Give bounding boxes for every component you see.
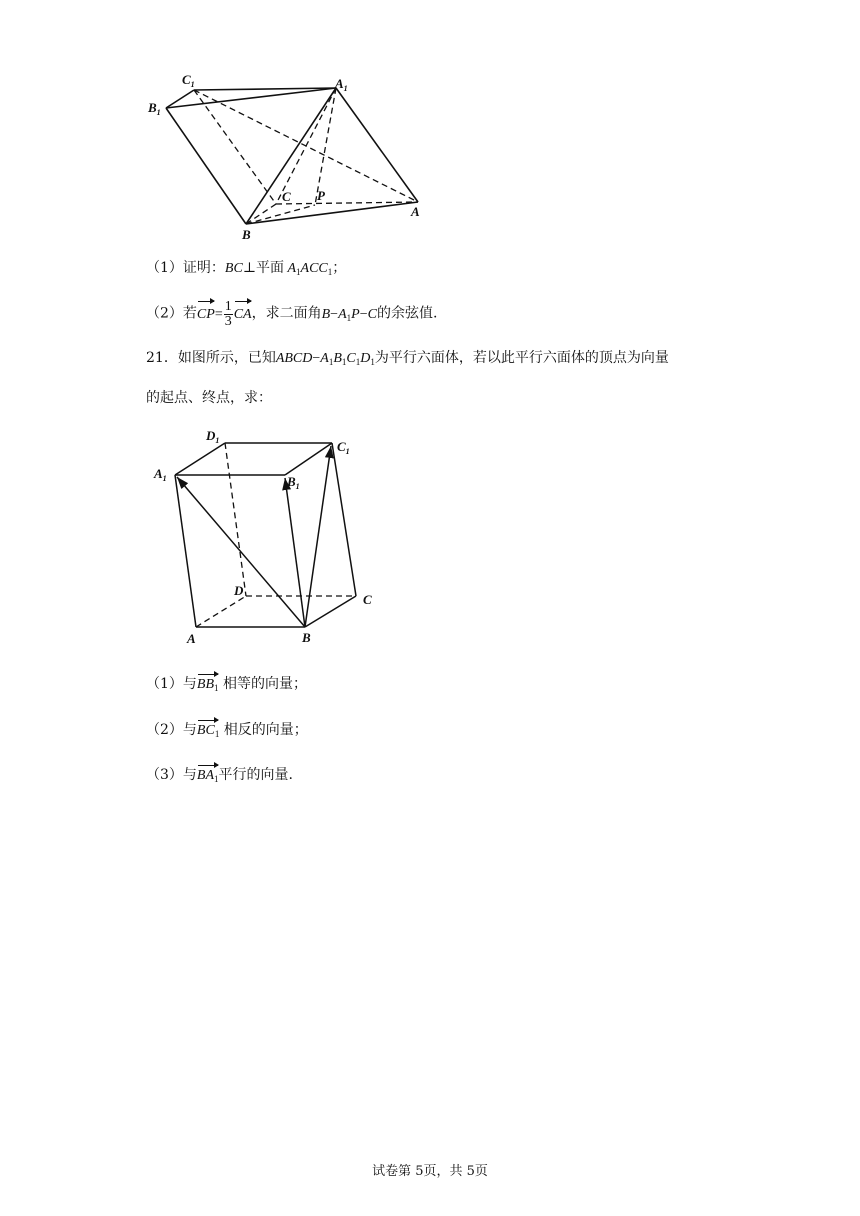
q20-part1 — [146, 258, 346, 282]
sub-1: 1 — [327, 267, 333, 277]
pt-b: B — [333, 351, 342, 366]
frac-den: 3 — [224, 314, 232, 329]
edge-b-c — [305, 596, 356, 627]
q21-part1 — [146, 674, 307, 698]
q20-part1-math — [225, 261, 332, 276]
label-a1: $A_1$ — [154, 466, 167, 483]
vector-bc1: $BC_1$ — [197, 721, 219, 744]
figure-prism — [140, 68, 440, 248]
pts-acc: ACC — [300, 261, 328, 276]
plane-word: 平面 — [255, 261, 284, 276]
seg-bc: BC — [224, 261, 243, 276]
sub-1: 1 — [328, 357, 334, 367]
q20-part2-prefix: （2）若 — [146, 305, 197, 322]
label-b: B — [302, 630, 311, 645]
q20-part2 — [146, 300, 437, 331]
pt-a: A — [320, 351, 329, 366]
q20-part2-end: 的余弦值. — [376, 305, 438, 322]
q21-line1 — [146, 348, 669, 372]
pt-a: A — [287, 261, 297, 276]
label-b: B — [242, 227, 251, 242]
label-c: C — [363, 592, 372, 607]
q20-part1-prefix: （1）证明： — [146, 260, 225, 276]
vector-bc1 — [305, 446, 331, 627]
edge-b1-b — [166, 108, 246, 224]
label-a: A — [411, 204, 420, 219]
edge-c1-c — [332, 443, 356, 596]
q21-suffix: 为平行六面体，若以此平行六面体的顶点为向量 — [374, 350, 669, 366]
label-b1: $B_1$ — [148, 100, 161, 117]
label-a: A — [187, 631, 196, 646]
pt-b: B — [321, 306, 331, 322]
q21-part1-prefix: （1）与 — [146, 676, 197, 692]
sub-1: 1 — [355, 357, 361, 367]
pt-a: A — [338, 306, 347, 322]
label-d: D — [234, 583, 244, 598]
vector-ba1: $BA_1$ — [197, 766, 219, 789]
minus: − — [330, 306, 339, 322]
vector-bb1 — [285, 478, 305, 627]
vector-bb1: $BB_1$ — [197, 675, 219, 698]
edge-c-a — [276, 202, 418, 204]
q21-line2: 的起点、终点，求： — [146, 390, 272, 406]
q20-part1-end: ； — [332, 260, 347, 276]
sub-1: 1 — [341, 357, 347, 367]
edge-a-d — [196, 596, 246, 627]
pt-d: D — [360, 351, 371, 366]
edge-a1-a — [336, 88, 418, 202]
q21-part2-prefix: （2）与 — [146, 722, 197, 738]
edge-b1-c1 — [285, 443, 332, 475]
label-d1: $D_1$ — [206, 428, 220, 445]
abcd: ABCD — [275, 351, 313, 366]
edge-c1-c — [194, 90, 276, 204]
q20-part2-mid: ，求二面角 — [251, 305, 322, 322]
sub-1: 1 — [346, 312, 352, 323]
q21-part2-suffix: 相反的向量； — [223, 722, 308, 738]
q21-part1-suffix: 相等的向量； — [222, 676, 307, 692]
perp-symbol: ⊥ — [242, 261, 256, 276]
vector-ca: CA — [234, 302, 252, 328]
vector-ba1 — [177, 477, 305, 627]
sub-1: 1 — [370, 357, 375, 367]
label-p: P — [317, 188, 325, 203]
edge-b-a — [246, 202, 418, 224]
vector-cp: CP — [197, 302, 215, 328]
q21-part3-suffix: 平行的向量. — [218, 767, 293, 783]
label-c1: $C_1$ — [182, 72, 195, 89]
equals: = — [214, 306, 223, 322]
edge-a1-c — [276, 88, 336, 204]
pt-p: P — [351, 306, 360, 322]
edge-a1-a — [175, 475, 196, 627]
label-b1: $B_1$ — [287, 474, 300, 491]
q21-part3-prefix: （3）与 — [146, 767, 197, 783]
label-c1: $C_1$ — [337, 439, 350, 456]
sub-1: 1 — [296, 267, 301, 277]
q21-part2 — [146, 720, 308, 744]
frac-num: 1 — [224, 299, 232, 314]
minus: − — [312, 351, 321, 366]
edge-d1-d — [225, 443, 246, 596]
q21-prefix: 21．如图所示，已知 — [146, 350, 276, 366]
label-c: C — [282, 189, 291, 204]
page-footer: 试卷第 5页，共 5页 — [372, 1164, 488, 1179]
minus: − — [359, 306, 368, 322]
label-a1: $A_1$ — [335, 76, 348, 93]
q21-part3 — [146, 765, 293, 789]
fraction-one-third — [224, 300, 233, 329]
edge-c1-a1 — [194, 88, 336, 90]
figure-parallelepiped — [150, 428, 390, 648]
edge-a1-d1 — [175, 443, 225, 475]
pt-c: C — [367, 306, 377, 322]
pt-c: C — [346, 351, 356, 366]
